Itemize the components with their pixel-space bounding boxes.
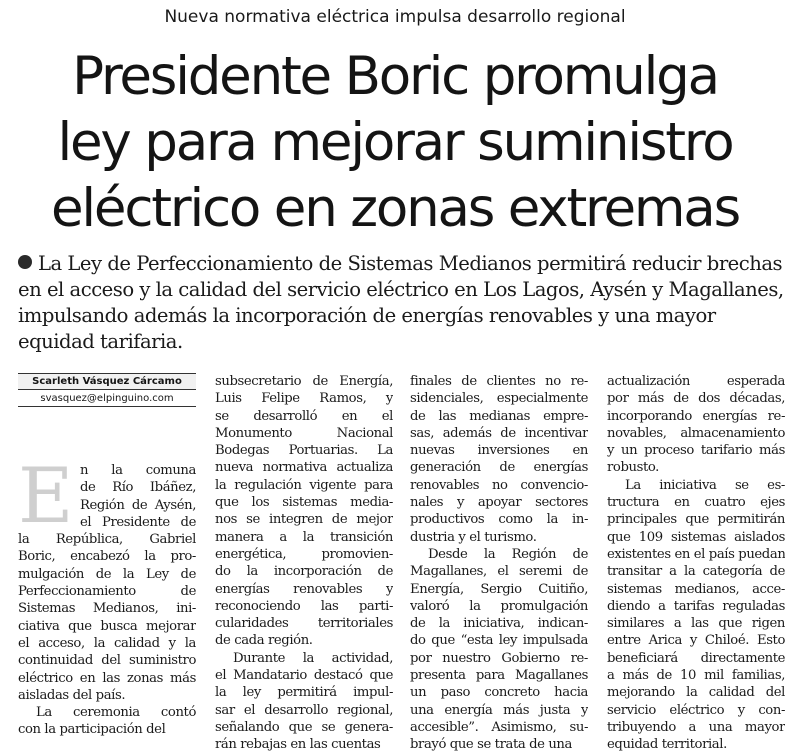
column-line: beneficiará directamente (607, 650, 785, 666)
column-line: robusto. (607, 460, 659, 476)
article-column-4 (607, 373, 785, 754)
article-column-1 (18, 451, 196, 739)
column-line: Sistemas Medianos, ini- (18, 601, 196, 617)
column-line: manera a la transición (215, 529, 393, 545)
column-line: aisladas del país. (18, 687, 126, 703)
column-line: Energía, Sergio Cuitiño, (410, 581, 588, 597)
column-line: Boric, encabezó la pro- (18, 549, 196, 565)
column-line: sar el desarrollo regional, (215, 702, 393, 718)
column-line: una energía más justa y (410, 702, 588, 718)
column-line: Desde la Región de (428, 546, 588, 562)
column-line: entre Arica y Chiloé. Esto (607, 633, 785, 649)
column-line: presenta para Magallanes (410, 668, 588, 684)
drop-cap: E (18, 451, 74, 540)
column-line: de cada región. (215, 633, 313, 649)
column-line: generación de energías (410, 460, 588, 476)
column-line: productivos como la in- (410, 512, 588, 528)
column-line: tribuyendo a una mayor (607, 719, 785, 735)
column-line: nuevas inversiones en (410, 443, 588, 459)
lead-line: impulsando además la incorporación de energías renovables y una mayor (18, 304, 716, 327)
column-line: por nuestro Gobierno re- (410, 650, 588, 666)
column-line: finales de clientes no re- (410, 374, 588, 389)
article-column-2 (215, 373, 393, 754)
column-line: accesible”. Asimismo, su- (410, 719, 588, 735)
column-line: nueva normativa actualiza (215, 460, 393, 476)
bullet-icon (18, 255, 32, 269)
article-kicker: Nueva normativa eléctrica impulsa desarrollo regional (164, 7, 626, 27)
article-lead (18, 251, 788, 355)
author-email[interactable]: svasquez@elpinguino.com (18, 390, 196, 407)
column-line: nos se integren de mejor (215, 512, 393, 528)
column-line: el acceso, la calidad y la (18, 635, 196, 651)
author-byline (18, 373, 196, 407)
column-line: nales y apoyar sectores (410, 495, 588, 511)
headline-line: Presidente Boric promulga (72, 46, 718, 107)
column-line: cularidades territoriales (215, 616, 393, 632)
column-line: similares a las que rigen (607, 616, 785, 632)
column-line: sas, además de incentivar (410, 425, 588, 441)
lead-text: La Ley de Perfeccionamiento de Sistemas Medianos permitirá reducir brechas (38, 252, 783, 275)
article-column-3 (410, 373, 588, 754)
column-line: servicio eléctrico y con- (607, 702, 785, 718)
column-line: incorporando energías re- (607, 408, 785, 424)
lead-line (18, 251, 788, 277)
column-line: Magallanes, el seremi de (410, 564, 588, 580)
column-line: eléctrico en las zonas más (18, 670, 196, 686)
column-line: tructura en cuatro ejes (607, 495, 785, 511)
column-line: sistemas medianos, acce- (607, 581, 785, 597)
column-line: mejorando la calidad del (607, 685, 785, 701)
column-line: el Presidente de (80, 514, 196, 530)
column-line: valoró la promulgación (410, 598, 588, 614)
column-line: ciativa que busca mejorar (18, 618, 196, 634)
headline-line: ley para mejorar suministro (57, 112, 733, 173)
lead-line: equidad tarifaria. (18, 330, 183, 353)
headline-line: eléctrico en zonas extremas (51, 178, 739, 239)
column-line: rán rebajas en las cuentas (215, 737, 381, 753)
column-line: diendo a tarifas reguladas (607, 598, 785, 614)
column-line: señalando que se genera- (215, 719, 393, 735)
column-line: de las medianas empre- (410, 408, 588, 424)
column-line: La ceremonia contó (36, 705, 196, 721)
column-line: do que “esta ley impulsada (410, 633, 588, 649)
column-line: y un proceso tarifario más (607, 443, 785, 459)
column-line: que los sistemas media- (215, 495, 393, 511)
column-line: con la participación del (18, 722, 166, 738)
column-line: renovables no convencio- (410, 477, 588, 493)
column-line: un paso concreto hacia (410, 685, 588, 701)
column-line: de la iniciativa, indican- (410, 616, 588, 632)
column-line: La iniciativa se es- (625, 477, 785, 493)
author-name: Scarleth Vásquez Cárcamo (18, 373, 196, 390)
column-line: Luis Felipe Ramos, y (215, 391, 393, 407)
column-line: energética, promovien- (215, 546, 393, 562)
column-line: Perfeccionamiento de (18, 584, 196, 600)
column-line: existentes en el país puedan (607, 546, 785, 562)
column-line: actualización esperada (607, 374, 785, 389)
column-line: equidad territorial. (607, 737, 727, 753)
lead-line: en el acceso y la calidad del servicio eléctrico en Los Lagos, Aysén y Magallanes, (18, 278, 784, 301)
column-line: energías renovables y (215, 581, 393, 597)
column-line: subsecretario de Energía, (215, 374, 393, 389)
column-line: principales que permitirán (607, 512, 785, 528)
column-line: Bodegas Portuarias. La (215, 443, 393, 459)
column-line: Monumento Nacional (215, 425, 393, 441)
column-line: do la incorporación de (215, 564, 393, 580)
column-line: a más de 10 mil familias, (607, 668, 785, 684)
article-headline (0, 44, 790, 242)
column-line: reconociendo las parti- (215, 598, 393, 614)
column-line: brayó que se trata de una (410, 737, 572, 753)
column-line: el Mandatario destacó que (215, 668, 393, 684)
column-line: que 109 sistemas aislados (607, 529, 785, 545)
column-line: Durante la actividad, (233, 650, 393, 666)
column-line: de Río Ibáñez, (80, 480, 196, 496)
column-line: por más de dos décadas, (607, 391, 785, 407)
column-line: novables, almacenamiento (607, 425, 785, 441)
column-line: Región de Aysén, (80, 497, 196, 513)
column-line: sidenciales, especialmente (410, 391, 588, 407)
column-line: continuidad del suministro (18, 653, 196, 669)
column-line: dustria y el turismo. (410, 529, 537, 545)
column-line: la República, Gabriel (18, 532, 196, 548)
column-line: transitar a la categoría de (607, 564, 785, 580)
column-line: mulgación de la Ley de (18, 566, 196, 582)
column-line: la ley permitirá impul- (215, 685, 393, 701)
column-line: n la comuna (80, 463, 196, 478)
column-line: se desarrolló en el (215, 408, 393, 424)
column-line: la regulación vigente para (215, 477, 393, 493)
